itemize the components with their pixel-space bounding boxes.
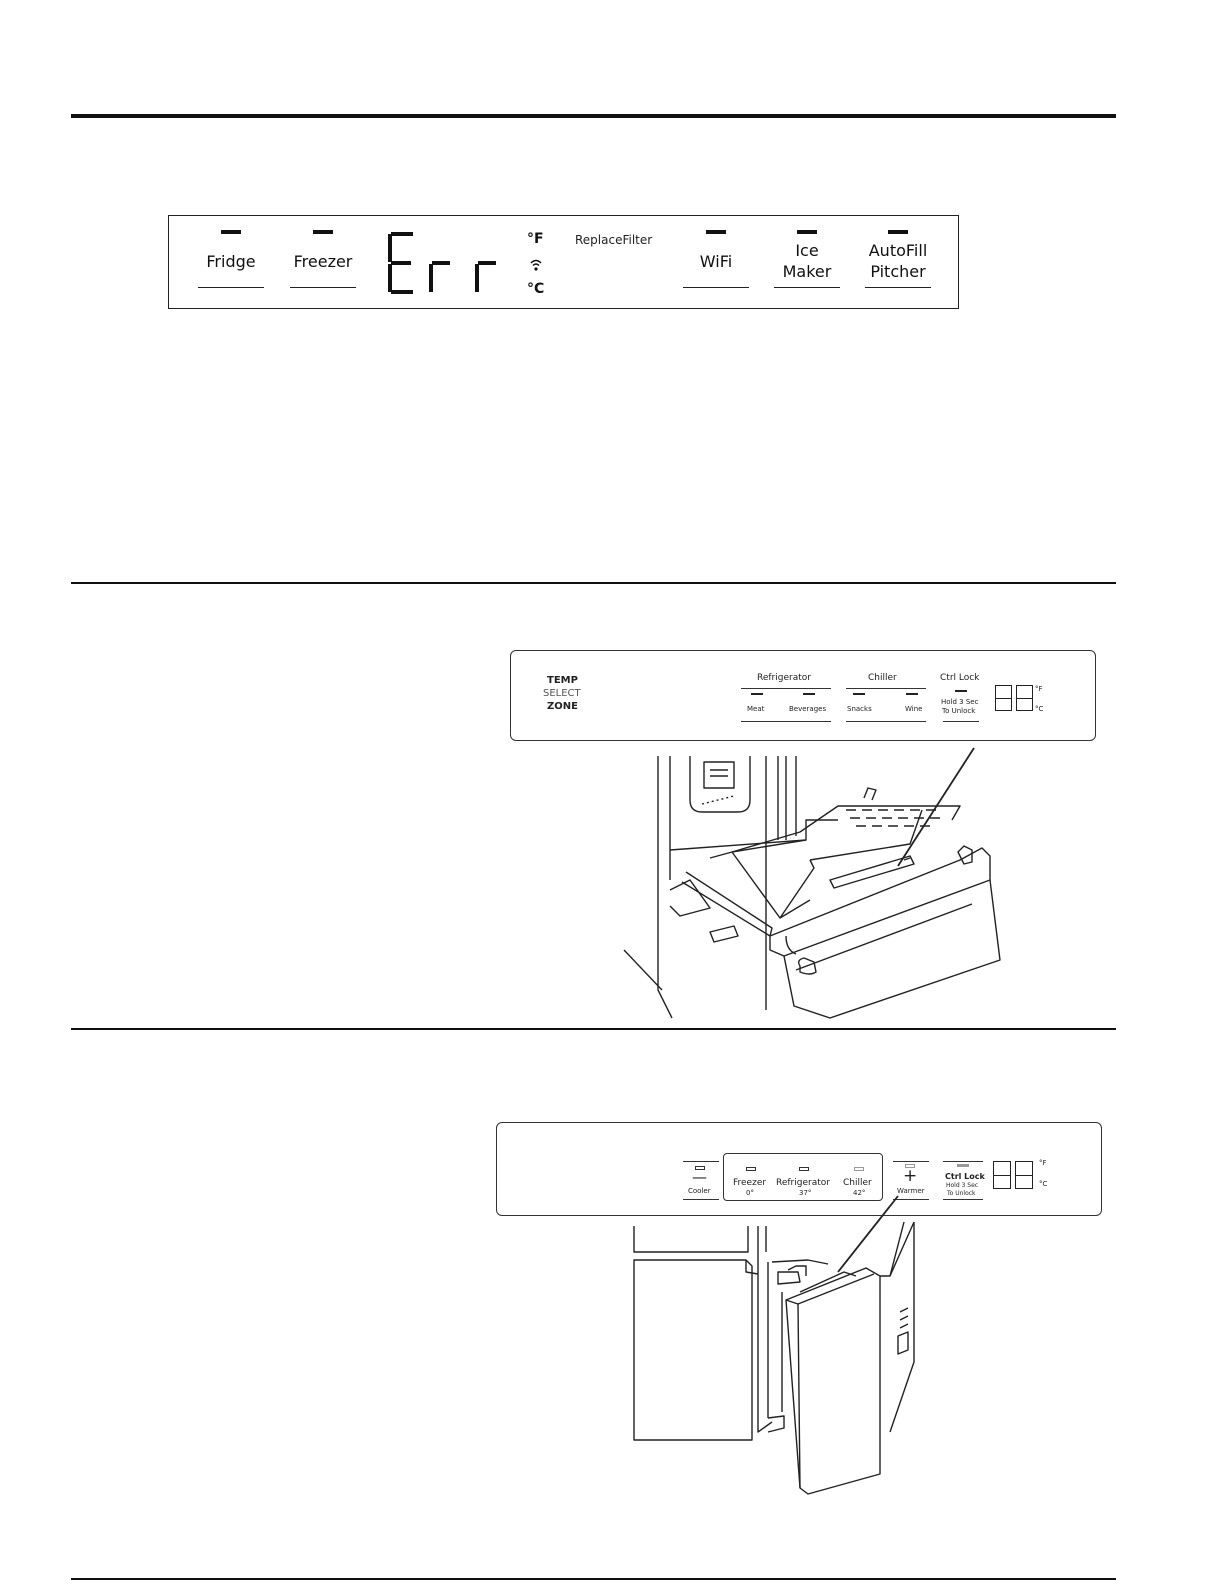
freezer-label: Freezer <box>293 252 353 271</box>
chiller-group <box>846 671 926 723</box>
zone-label: ZONE <box>547 701 578 712</box>
bottom-rule <box>71 1578 1116 1580</box>
fridge-indicator <box>221 230 241 234</box>
freezer-zone-indicator <box>746 1167 756 1171</box>
autofill-pitcher-label-line2: Pitcher <box>870 262 926 281</box>
ctrl-lock-unlock-text: To Unlock <box>942 707 976 715</box>
ctrl-lock-indicator <box>957 1164 969 1167</box>
chiller-zone-button[interactable] <box>840 1158 880 1198</box>
ice-maker-label-line2: Maker <box>782 262 832 281</box>
temperature-display <box>993 1161 1037 1191</box>
chiller-zone-label: Chiller <box>843 1178 872 1188</box>
ctrl-lock-unlock-text: To Unlock <box>947 1190 976 1197</box>
control-panel-dispenser <box>168 215 959 309</box>
top-rule <box>71 114 1116 118</box>
drawer-illustration <box>610 740 1030 1020</box>
refrigerator-zone-button[interactable] <box>774 1158 836 1198</box>
refrigerator-zone-indicator <box>799 1167 809 1171</box>
chiller-zone-indicator <box>854 1167 864 1171</box>
replace-filter-label: ReplaceFilter <box>575 233 653 247</box>
ctrl-lock-button[interactable] <box>937 671 985 723</box>
beverages-button[interactable] <box>787 690 831 720</box>
autofill-pitcher-label-line1: AutoFill <box>868 241 928 260</box>
freezer-zone-label: Freezer <box>733 1178 767 1188</box>
refrigerator-zone-temp: 37° <box>799 1189 812 1197</box>
celsius-indicator: °C <box>1035 705 1044 713</box>
meat-label: Meat <box>747 705 765 713</box>
beverages-indicator <box>803 693 815 695</box>
celsius-indicator: °C <box>1039 1180 1048 1188</box>
select-label: SELECT <box>543 688 581 699</box>
refrigerator-zone-label: Refrigerator <box>776 1178 830 1188</box>
freezer-zone-temp: 0° <box>746 1189 754 1197</box>
fridge-button[interactable] <box>198 216 264 308</box>
ctrl-lock-button[interactable] <box>943 1161 983 1201</box>
celsius-indicator: °C <box>527 281 545 297</box>
wifi-indicator <box>706 230 726 234</box>
chiller-zone-temp: 42° <box>853 1189 866 1197</box>
temperature-display <box>385 232 510 296</box>
zone-selector <box>723 1153 883 1201</box>
meat-button[interactable] <box>741 690 783 720</box>
control-panel-flexzone <box>496 1122 1102 1216</box>
snacks-indicator <box>853 693 865 695</box>
refrigerator-group <box>741 671 831 723</box>
freezer-zone-button[interactable] <box>730 1158 772 1198</box>
freezer-button[interactable] <box>290 216 356 308</box>
warmer-label: Warmer <box>897 1187 925 1195</box>
ice-maker-button[interactable] <box>774 216 840 308</box>
refrigerator-group-title: Refrigerator <box>757 673 811 683</box>
ctrl-lock-hold-text: Hold 3 Sec <box>946 1182 979 1189</box>
fahrenheit-indicator: °F <box>527 231 544 247</box>
warmer-button[interactable] <box>893 1161 929 1201</box>
warmer-plus-icon: + <box>903 1166 918 1186</box>
snacks-label: Snacks <box>847 705 872 713</box>
freezer-indicator <box>313 230 333 234</box>
wifi-status-icon <box>529 258 543 272</box>
snacks-button[interactable] <box>846 690 884 720</box>
wine-indicator <box>906 693 918 695</box>
ctrl-lock-indicator <box>955 690 967 692</box>
section-divider-1 <box>71 582 1116 584</box>
ice-maker-indicator <box>797 230 817 234</box>
meat-indicator <box>751 693 763 695</box>
wine-button[interactable] <box>888 690 926 720</box>
chiller-group-title: Chiller <box>868 673 897 683</box>
cooler-button[interactable] <box>683 1161 719 1201</box>
autofill-pitcher-button[interactable] <box>865 216 931 308</box>
autofill-pitcher-indicator <box>888 230 908 234</box>
fahrenheit-indicator: °F <box>1039 1159 1047 1167</box>
cooler-minus-icon: — <box>692 1168 707 1186</box>
fahrenheit-indicator: °F <box>1035 685 1043 693</box>
wifi-label: WiFi <box>699 252 733 271</box>
cooler-label: Cooler <box>688 1187 711 1195</box>
section-divider-2 <box>71 1028 1116 1030</box>
control-panel-drawer <box>510 650 1096 741</box>
temp-label: TEMP <box>547 675 578 686</box>
temperature-display <box>995 685 1035 713</box>
wine-label: Wine <box>905 705 923 713</box>
fridge-label: Fridge <box>206 252 256 271</box>
wifi-button[interactable] <box>683 216 749 308</box>
ice-maker-label-line1: Ice <box>795 241 819 260</box>
ctrl-lock-title: Ctrl Lock <box>945 1172 985 1181</box>
beverages-label: Beverages <box>789 705 827 713</box>
ctrl-lock-hold-text: Hold 3 Sec <box>941 698 979 706</box>
flexzone-door-illustration <box>628 1212 938 1502</box>
ctrl-lock-title: Ctrl Lock <box>940 673 980 683</box>
